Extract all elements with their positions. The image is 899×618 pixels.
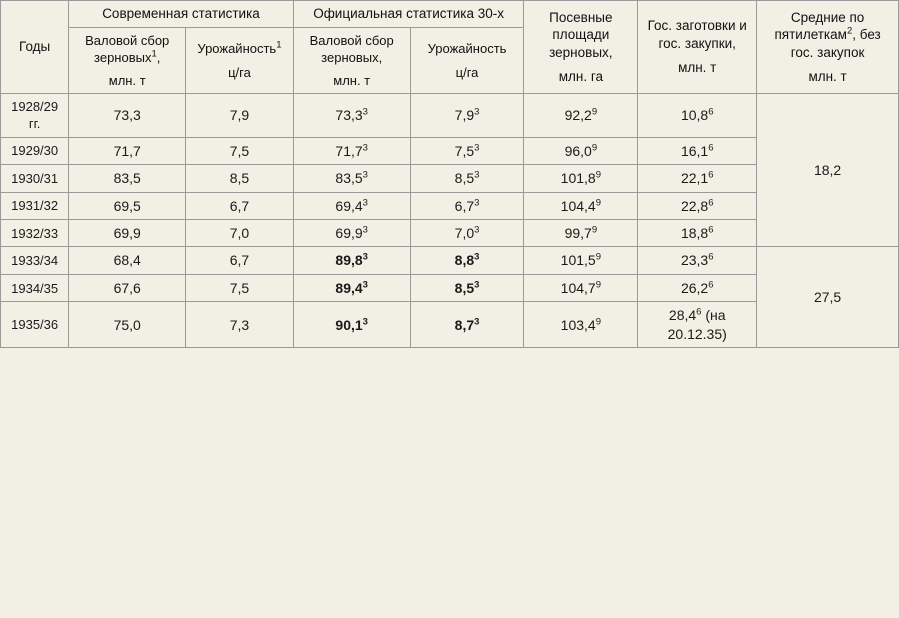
cell-procurement: 28,4$^6$ (на 20.12.35) bbox=[638, 302, 757, 348]
cell-year: 1935/36 bbox=[1, 302, 69, 348]
cell-gross-modern: 71,7 bbox=[69, 137, 186, 164]
cell-yield-modern: 6,7 bbox=[186, 192, 294, 219]
cell-sown-area: 101,5$^9$ bbox=[524, 247, 638, 274]
cell-gross-official: 83,5$^3$ bbox=[293, 165, 410, 192]
header-gross-modern-unit: млн. т bbox=[108, 73, 146, 89]
cell-sown-area: 99,7$^9$ bbox=[524, 220, 638, 247]
cell-gross-official: 69,4$^3$ bbox=[293, 192, 410, 219]
header-procurement bbox=[638, 1, 757, 94]
cell-sown-area: 104,7$^9$ bbox=[524, 274, 638, 301]
cell-year: 1930/31 bbox=[1, 165, 69, 192]
cell-yield-official: $8,5^3$ bbox=[410, 274, 524, 301]
cell-sown-area: 96,0$^9$ bbox=[524, 137, 638, 164]
cell-yield-modern: 7,0 bbox=[186, 220, 294, 247]
header-gross-official-title: Валовой сбор зерновых, bbox=[309, 32, 394, 65]
table-body bbox=[1, 94, 899, 348]
header-sown-area bbox=[524, 1, 638, 94]
cell-gross-modern: 67,6 bbox=[69, 274, 186, 301]
cell-gross-official: 90,1$^3$ bbox=[293, 302, 410, 348]
header-gross-modern-title: Валовой сбор зерновых$^1$, bbox=[85, 32, 170, 65]
header-procurement-title: Гос. заготовки и гос. закупки, bbox=[647, 18, 747, 52]
cell-gross-official: 71,7$^3$ bbox=[293, 137, 410, 164]
cell-yield-modern: 8,5 bbox=[186, 165, 294, 192]
cell-year: 1933/34 bbox=[1, 247, 69, 274]
cell-gross-official: 73,3$^3$ bbox=[293, 94, 410, 137]
header-sown-area-title: Посевные площади зерновых, bbox=[549, 9, 613, 61]
cell-gross-modern: 83,5 bbox=[69, 165, 186, 192]
cell-year: 1929/30 bbox=[1, 137, 69, 164]
cell-yield-official: $8,5^3$ bbox=[410, 165, 524, 192]
cell-yield-official: $7,0^3$ bbox=[410, 220, 524, 247]
cell-fiveyear-average: 18,2 bbox=[757, 94, 899, 247]
cell-gross-modern: 73,3 bbox=[69, 94, 186, 137]
header-yield-official-unit: ц/га bbox=[455, 64, 479, 80]
cell-sown-area: 104,4$^9$ bbox=[524, 192, 638, 219]
header-yield-official bbox=[410, 27, 524, 93]
cell-yield-official: $7,9^3$ bbox=[410, 94, 524, 137]
header-yield-modern-unit: ц/га bbox=[228, 64, 251, 80]
cell-yield-modern: 7,9 bbox=[186, 94, 294, 137]
cell-procurement: 23,3$^6$ bbox=[638, 247, 757, 274]
header-fiveyear-superscript: 2 bbox=[846, 25, 853, 37]
cell-procurement: 10,8$^6$ bbox=[638, 94, 757, 137]
cell-year: 1931/32 bbox=[1, 192, 69, 219]
header-yield-modern-title bbox=[191, 40, 288, 57]
cell-procurement: 16,1$^6$ bbox=[638, 137, 757, 164]
table-row bbox=[1, 94, 899, 137]
cell-fiveyear-average: 27,5 bbox=[757, 247, 899, 348]
header-gross-modern-superscript: 1 bbox=[151, 48, 157, 60]
cell-gross-modern: 69,9 bbox=[69, 220, 186, 247]
cell-year: 1928/29 гг. bbox=[1, 94, 69, 137]
header-group-modern: Современная статистика bbox=[69, 1, 293, 28]
cell-yield-modern: 7,5 bbox=[186, 274, 294, 301]
cell-procurement: 22,8$^6$ bbox=[638, 192, 757, 219]
cell-yield-modern: 7,3 bbox=[186, 302, 294, 348]
header-yield-modern-superscript: 1 bbox=[276, 40, 282, 52]
cell-year: 1934/35 bbox=[1, 274, 69, 301]
cell-procurement: 22,1$^6$ bbox=[638, 165, 757, 192]
cell-yield-modern: 6,7 bbox=[186, 247, 294, 274]
cell-gross-modern: 68,4 bbox=[69, 247, 186, 274]
header-yield-modern bbox=[186, 27, 294, 93]
header-fiveyear-unit: млн. т bbox=[808, 68, 847, 84]
cell-gross-official: 69,9$^3$ bbox=[293, 220, 410, 247]
cell-yield-official: $6,7^3$ bbox=[410, 192, 524, 219]
cell-year: 1932/33 bbox=[1, 220, 69, 247]
cell-yield-official: $8,7^3$ bbox=[410, 302, 524, 348]
cell-gross-official: 89,8$^3$ bbox=[293, 247, 410, 274]
header-yield-official-title: Урожайность bbox=[427, 41, 507, 57]
cell-procurement: 18,8$^6$ bbox=[638, 220, 757, 247]
cell-yield-official: $7,5^3$ bbox=[410, 137, 524, 164]
header-gross-modern-text: Валовой сбор зерновых bbox=[85, 32, 170, 65]
cell-gross-modern: 75,0 bbox=[69, 302, 186, 348]
header-yield-modern-text: Урожайность bbox=[197, 41, 277, 57]
header-gross-modern bbox=[69, 27, 186, 93]
header-gross-official bbox=[293, 27, 410, 93]
header-group-official: Официальная статистика 30-х bbox=[293, 1, 524, 28]
header-years: Годы bbox=[1, 1, 69, 94]
cell-yield-modern: 7,5 bbox=[186, 137, 294, 164]
header-sown-area-unit: млн. га bbox=[558, 68, 603, 84]
cell-gross-modern: 69,5 bbox=[69, 192, 186, 219]
header-procurement-unit: млн. т bbox=[678, 60, 717, 76]
cell-yield-official: $8,8^3$ bbox=[410, 247, 524, 274]
cell-sown-area: 103,4$^9$ bbox=[524, 302, 638, 348]
cell-procurement: 26,2$^6$ bbox=[638, 274, 757, 301]
header-fiveyear-note: , без гос. закупок bbox=[790, 27, 881, 61]
cell-gross-official: 89,4$^3$ bbox=[293, 274, 410, 301]
header-fiveyear-text: Средние по пятилеткам bbox=[774, 9, 865, 43]
table-header-row-top bbox=[1, 1, 899, 28]
cell-sown-area: 92,2$^9$ bbox=[524, 94, 638, 137]
header-gross-official-unit: млн. т bbox=[333, 73, 371, 89]
cell-sown-area: 101,8$^9$ bbox=[524, 165, 638, 192]
header-fiveyear bbox=[757, 1, 899, 94]
table-row bbox=[1, 247, 899, 274]
header-fiveyear-title bbox=[762, 9, 893, 62]
